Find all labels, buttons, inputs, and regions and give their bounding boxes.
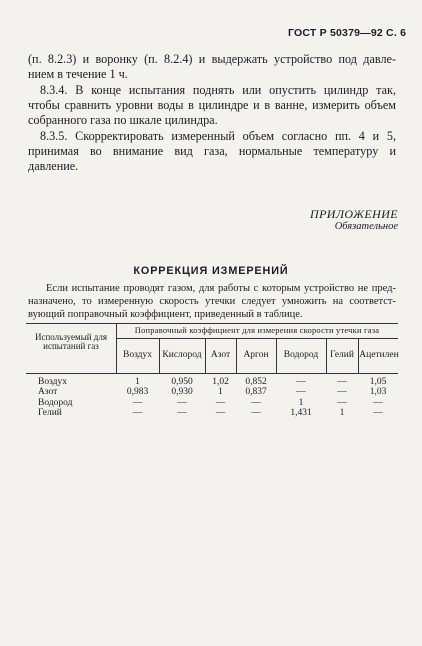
column-header-hydrogen: Водород [283,350,319,360]
table-cell: — [215,397,226,408]
table-cell: 1 [218,387,223,398]
column-header-argon: Аргон [243,350,269,360]
table-row-gas: Водород [38,397,73,408]
table-cell: 0,950 [171,377,193,387]
table-cell: 1,02 [212,377,229,387]
column-header-oxygen: Кислород [162,350,202,360]
table-cell: — [373,408,383,419]
table-cell: — [215,408,226,419]
table-cell: — [296,377,306,387]
intro-line-2: назначено, то измеренную скорость утечки следует умножить на соответст- [28,296,396,307]
intro-line-3: вующий поправочный коэффициент, приведенный в таблице. [28,309,303,320]
table-row-header: Используемый для испытаний газ [34,332,108,351]
table-header-rule [26,373,398,374]
table-cell: — [251,397,261,408]
table-cell: — [177,408,187,419]
table-cell: — [373,397,383,408]
paragraph-continuation-line-2: нием в течение 1 ч. [28,67,128,81]
column-header-acetylene: Ацетилен [359,350,399,360]
table-cell: 1,05 [369,377,387,387]
paragraph-8-3-4-line-3: собранного газа по шкале цилиндра. [28,113,218,127]
table-cell: 0,852 [245,377,267,387]
intro-line-1: Если испытание проводят газом, для работы с которым устройство не пред- [46,283,396,294]
table-cell: 0,930 [171,387,193,398]
table-row-gas: Гелий [38,408,62,419]
table-cell: 0,837 [245,387,267,398]
appendix-title: ПРИЛОЖЕНИЕ [310,207,398,221]
appendix-subtitle: Обязательное [334,221,398,232]
table-row-gas: Воздух [38,377,68,387]
table-cell: 1 [135,377,140,387]
table-cell: 0,983 [126,387,149,398]
table-cell: 1 [298,397,304,408]
paragraph-continuation-line-1: (п. 8.2.3) и воронку (п. 8.2.4) и выдержать устройство под давле- [28,52,396,66]
table-cell: — [337,377,347,387]
table-cell: 1,431 [290,408,312,419]
section-title: КОРРЕКЦИЯ ИЗМЕРЕНИЙ [133,265,289,277]
table-cell: 1 [339,408,345,419]
table-group-header: Поправочный коэффициент для измерения скорости утечки газа [134,325,380,335]
page-header: ГОСТ Р 50379—92 С. 6 [288,27,407,39]
table-cell: — [251,408,261,419]
column-header-helium: Гелий [330,350,354,360]
table-cell: — [296,387,306,398]
table-top-rule [26,323,398,324]
table-cell: — [132,408,143,419]
table-cell: — [132,397,143,408]
paragraph-8-3-4-line-1: 8.3.4. В конце испытания поднять или опустить цилиндр так, [40,83,396,97]
paragraph-8-3-4-line-2: чтобы сравнить уровни воды в цилиндре и в ванне, измерить объем [28,98,396,112]
table-cell: — [337,387,347,398]
table-cell: — [337,397,347,408]
paragraph-8-3-5-line-3: давление. [28,159,79,173]
table-cell: — [177,397,187,408]
paragraph-8-3-5-line-2: принимая во внимание вид газа, нормальные температуру и [28,144,396,158]
table-cell: 1,03 [369,387,387,398]
paragraph-8-3-5-line-1: 8.3.5. Скорректировать измеренный объем согласно пп. 4 и 5, [40,129,396,143]
column-header-air: Воздух [122,350,152,360]
column-header-nitrogen: Азот [210,350,231,360]
table-row-gas: Азот [38,387,58,398]
